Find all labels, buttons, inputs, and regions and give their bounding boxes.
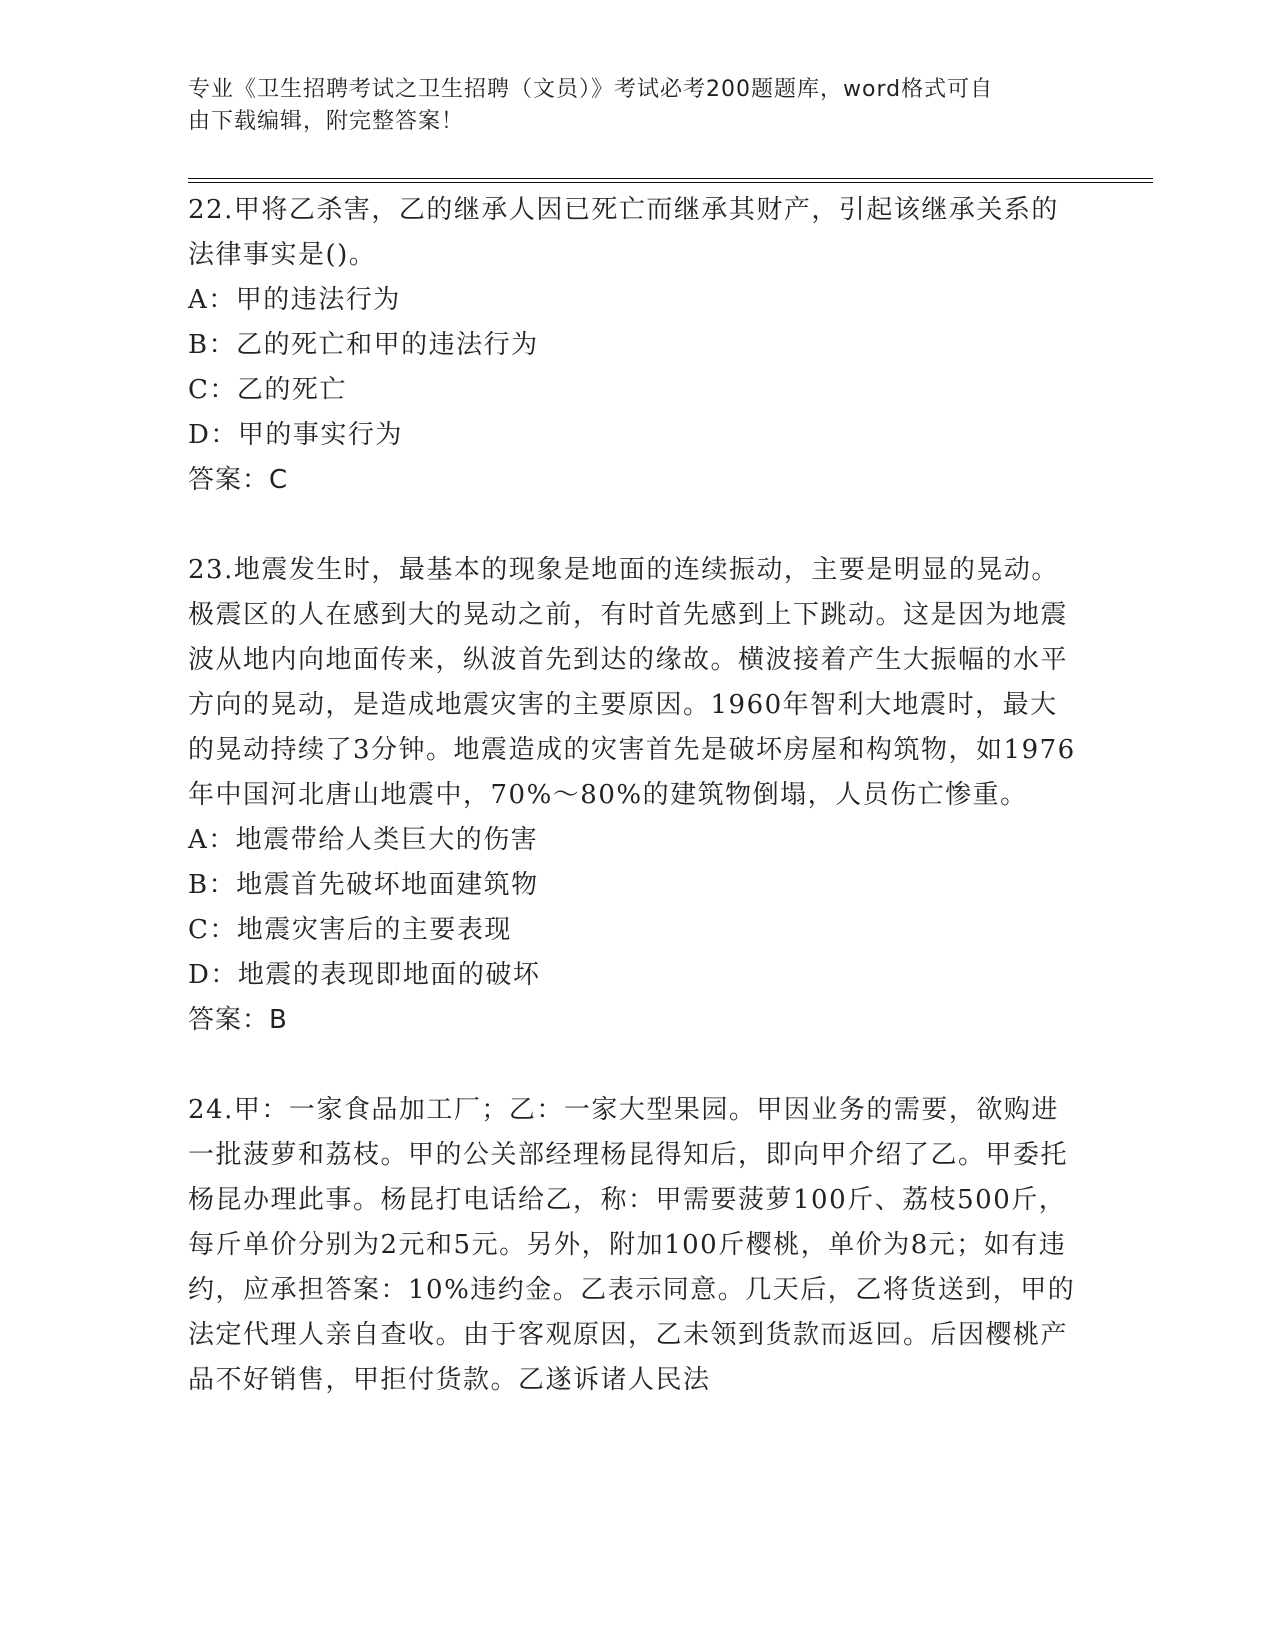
answer-line: 答案：C [188, 465, 289, 495]
header-divider-bottom [188, 182, 1153, 183]
document-header [188, 74, 1068, 138]
question-stem: 24.甲：一家食品加工厂；乙：一家大型果园。甲因业务的需要，欲购进一批菠萝和荔枝。甲的公关部经理杨昆得知后，即向甲介绍了乙。甲委托杨昆办理此事。杨昆打电话给乙，称：甲需要菠萝100斤、荔枝500斤，每斤单价分别为2元和5元。另外，附加100斤樱桃，单价为8元；如有违约，应承担答案：10%违约金。乙表示同意。几天后，乙将货送到，甲的法定代理人亲自查收。由于客观原因，乙未领到货款而返回。后因樱桃产品不好销售，甲拒付货款。乙遂诉诸人民法 [188, 1095, 1076, 1395]
option-b: B：地震首先破坏地面建筑物 [188, 870, 539, 900]
header-line-2: 由下载编辑，附完整答案！ [188, 109, 465, 134]
option-d: D：地震的表现即地面的破坏 [188, 960, 541, 990]
question-24 [188, 1088, 1083, 1403]
option-a: A：地震带给人类巨大的伤害 [188, 825, 539, 855]
option-a: A：甲的违法行为 [188, 285, 401, 315]
header-line-1: 专业《卫生招聘考试之卫生招聘（文员）》考试必考200题题库，word格式可自 [188, 77, 994, 102]
question-stem: 23.地震发生时，最基本的现象是地面的连续振动，主要是明显的晃动。极震区的人在感到大的晃动之前，有时首先感到上下跳动。这是因为地震波从地内向地面传来，纵波首先到达的缘故。横波接着产生大振幅的水平方向的晃动，是造成地震灾害的主要原因。1960年智利大地震时，最大的晃动持续了3分钟。地震造成的灾害首先是破坏房屋和构筑物，如1976年中国河北唐山地震中，70%～80%的建筑物倒塌，人员伤亡惨重。 [188, 555, 1076, 810]
question-22 [188, 188, 1083, 503]
question-list [188, 188, 1083, 1403]
option-d: D：甲的事实行为 [188, 420, 403, 450]
header-divider-top [188, 178, 1153, 179]
option-b: B：乙的死亡和甲的违法行为 [188, 330, 539, 360]
option-c: C：地震灾害后的主要表现 [188, 915, 512, 945]
answer-line: 答案：B [188, 1005, 288, 1035]
question-23 [188, 548, 1083, 1043]
question-stem: 22.甲将乙杀害，乙的继承人因已死亡而继承其财产，引起该继承关系的法律事实是()。 [188, 195, 1059, 270]
option-c: C：乙的死亡 [188, 375, 347, 405]
